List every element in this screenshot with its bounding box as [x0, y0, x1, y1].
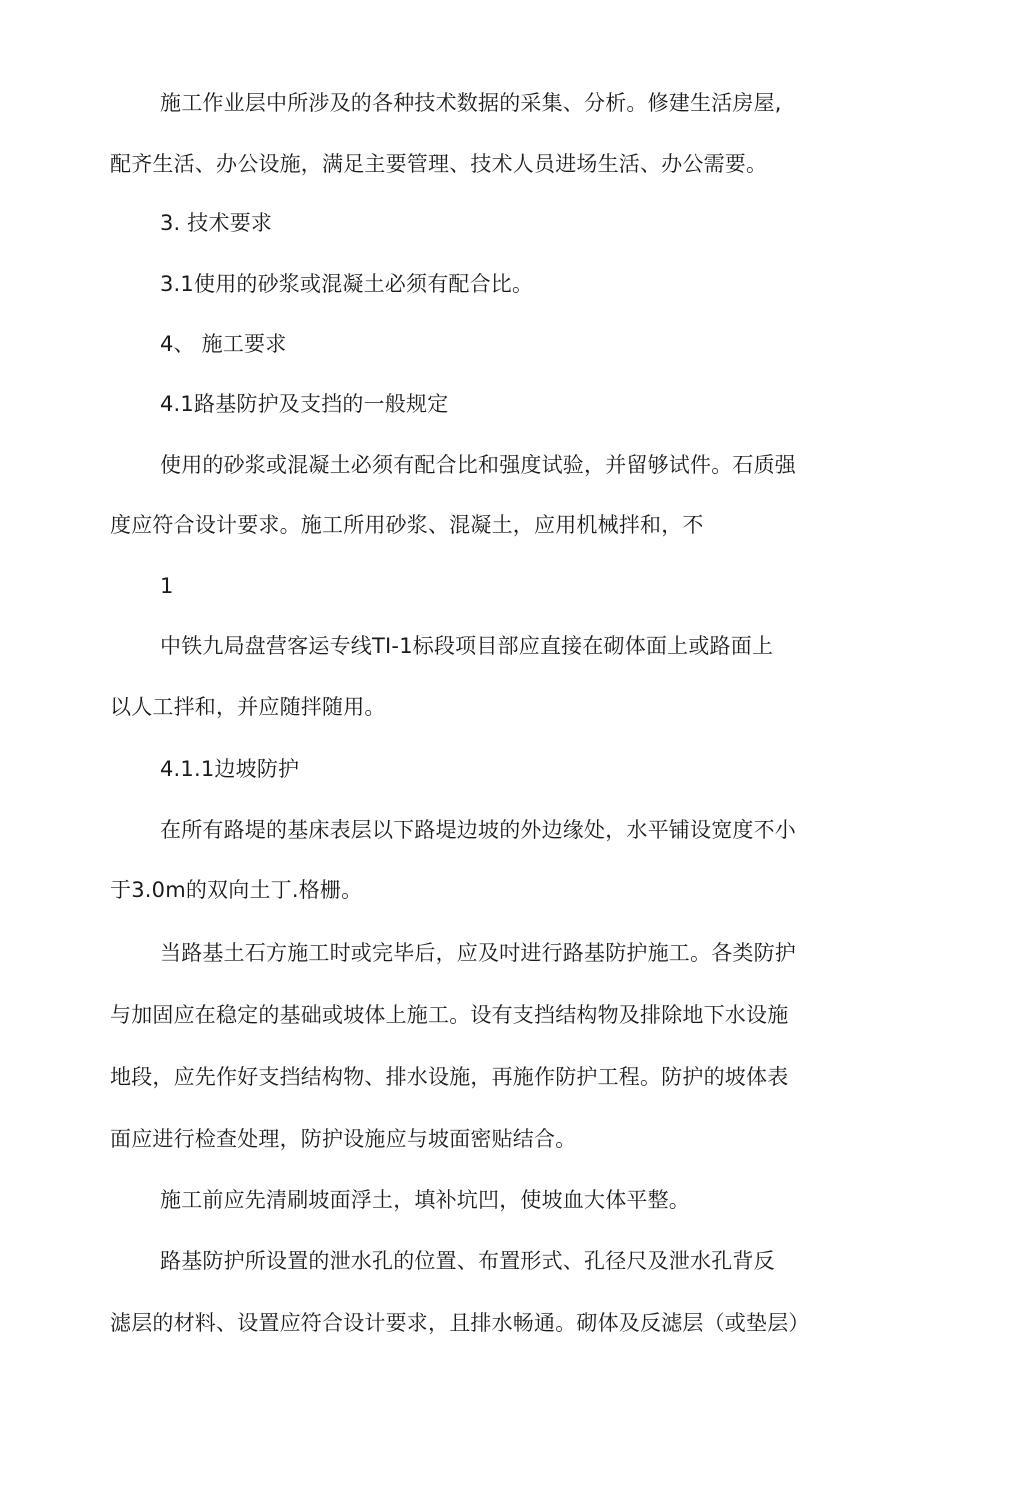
text-line: 度应符合设计要求。施工所用砂浆、混凝土，应用机械拌和，不 — [110, 513, 704, 537]
text-line: 与加固应在稳定的基础或坡体上施工。设有支挡结构物及排除地下水设施 — [110, 1003, 789, 1027]
text-line: 使用的砂浆或混凝土必须有配合比和强度试验，并留够试件。石质强 — [160, 453, 796, 477]
text-line: 路基防护所设置的泄水孔的位置、布置形式、孔径尺及泄水孔背反 — [160, 1249, 775, 1273]
section-heading: 4、 施工要求 — [160, 332, 287, 356]
text-line: 面应进行检查处理，防护设施应与坡面密贴结合。 — [110, 1127, 577, 1151]
page-number: 1 — [160, 574, 174, 598]
text-line: 施工前应先清刷坡面浮土，填补坑凹，使坡血大体平整。 — [160, 1188, 690, 1212]
text-line: 当路基土石方施工时或完毕后，应及吋进行路基防护施工。各类防护 — [160, 941, 796, 965]
subsection-heading: 4.1.1边坡防护 — [160, 757, 300, 781]
text-line: 滤层的材料、设置应符合设计要求，且排水畅通。砌体及反滤层（或垫层） — [110, 1311, 810, 1335]
text-line: 施工作业层中所涉及的各种技术数据的采集、分析。修建生活房屋, — [160, 91, 782, 115]
text-line: 配齐生活、办公设施，满足主要管理、技术人员进场生活、办公需要。 — [110, 152, 768, 176]
text-line: 3.1使用的砂浆或混凝土必须有配合比。 — [160, 272, 534, 296]
section-heading: 3. 技术要求 — [160, 211, 273, 235]
text-line: 地段，应先作好支挡结构物、排水设施，再施作防护工程。防护的坡体表 — [110, 1065, 789, 1089]
text-line: 在所有路堤的基床表层以下路堤边坡的外边缘处，水平铺设宽度不小 — [160, 818, 796, 842]
text-line: 中铁九局盘营客运专线TI-1标段项目部应直接在砌体面上或路面上 — [160, 634, 774, 658]
text-line: 于3.0m的双向土丁.格栅。 — [110, 878, 363, 902]
text-line: 以人工拌和，并应随拌随用。 — [110, 695, 386, 719]
subsection-heading: 4.1路基防护及支挡的一般规定 — [160, 392, 449, 416]
